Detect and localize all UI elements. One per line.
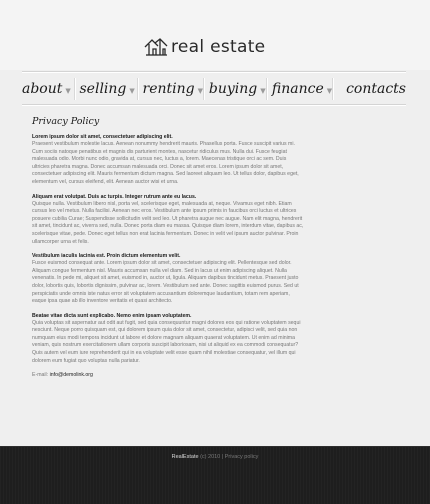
nav-item-about[interactable] <box>22 74 74 104</box>
section-heading: Aliquam erat volutpat. Duis ac turpis. Integer rutrum ante eu lacus. <box>32 193 197 200</box>
nav-bottom-divider <box>22 104 406 106</box>
policy-section <box>32 134 304 187</box>
section-body: Quia voluptas sit aspernatur aut odit aut fugit, sed quia consequuntur magni dolores eos qui ratione voluptatem sequi nesciunt. Neque porro quisquam est, qui dolorem ipsum quia dolor sit amet, consectetur, adipisci velit, sed quia non numquam eius modi tempora incidunt ut labore et dolore magnam aliquam quaerat voluptatem. Ut enim ad minima veniam, quis nostrum exercitationem ullam corporis suscipit laboriosam, nisi ut aliquid ex ea commodi consequatur? Quis autem vel eum iure reprehenderit qui in ea voluptate velit esse quam nihil molestiae consequatur, vel illum qui dolorem eum fugiat quo voluptas nulla pariatur. <box>32 319 301 364</box>
nav-label-selling: selling <box>79 81 127 97</box>
nav-item-buying[interactable] <box>205 74 266 104</box>
nav-item-selling[interactable] <box>76 74 137 104</box>
house-icon <box>144 38 168 56</box>
footer-divider <box>0 446 430 447</box>
footer-brand: RealEstate <box>171 454 199 460</box>
privacy-policy-link[interactable]: Privacy policy <box>224 454 259 460</box>
email-line <box>32 372 304 378</box>
nav-label-buying: buying <box>208 81 258 97</box>
policy-section <box>32 194 304 247</box>
nav-item-finance[interactable] <box>268 74 332 104</box>
chevron-down-icon: ▼ <box>197 86 203 95</box>
nav-label-about: about <box>22 81 63 97</box>
nav-label-renting: renting <box>142 81 195 97</box>
header <box>0 0 430 70</box>
nav-label-contacts: contacts <box>346 81 406 97</box>
nav-item-renting[interactable] <box>139 74 203 104</box>
email-link[interactable]: info@demolink.org <box>49 372 93 379</box>
section-heading: Beatae vitae dicta sunt explicabo. Nemo enim ipsam voluptatem. <box>32 312 192 319</box>
main-nav <box>22 74 406 104</box>
main-content <box>32 116 304 378</box>
chevron-down-icon: ▼ <box>129 86 135 95</box>
section-body: Fusce euismod consequat ante. Lorem ipsum dolor sit amet, consectetuer adipiscing elit. Pellentesque sed dolor. Aliquam congue fermentum nisl. Mauris accumsan nulla vel diam. Sed in lacus ut enim adipiscing aliquet. Nulla venenatis. In pede mi, aliquet sit amet, euismod in, auctor ut, ligula. Aliquam dapibus tincidunt metus. Praesent justo dolor, lobortis quis, lobortis dignissim, pulvinar ac, lorem. Vestibulum sed ante. Donec sagittis euismod purus. Sed ut perspiciatis unde omnis iste natus error sit voluptatem accusantium doloremque laudantium, totam rem aperiam, eaque ipsa quae ab illo inventore veritatis et quasi architecto. <box>32 260 299 305</box>
section-heading: Lorem ipsum dolor sit amet, consectetuer adipiscing elit. <box>32 134 173 140</box>
section-heading: Vestibulum iaculis lacinia est. Proin dictum elementum velit. <box>32 253 181 260</box>
section-body: Quisque nulla. Vestibulum libero nisl, porta vel, scelerisque eget, malesuada at, neque. Vivamus eget nibh. Etiam cursus leo vel metus. Nulla facilisi. Aenean nec eros. Vestibulum ante ipsum primis in faucibus orci luctus et ultrices posuere cubilia Curae; Suspendisse sollicitudin velit sed leo. Ut pharetra augue nec augue. Nam elit magna, hendrerit sit amet, tincidunt ac, viverra sed, nulla. Donec porta diam eu massa. Quisque diam lorem, interdum vitae, dapibus ac, scelerisque vitae, pede. Donec eget tellus non erat lacinia fermentum. Donec in velit vel ipsum auctor pulvinar. Proin ullamcorper urna et felis. <box>32 200 304 245</box>
footer <box>0 446 430 504</box>
chevron-down-icon: ▼ <box>326 86 333 95</box>
nav-item-contacts[interactable] <box>334 74 406 104</box>
footer-text <box>0 454 430 460</box>
chevron-down-icon: ▼ <box>65 86 71 95</box>
nav-top-divider <box>22 71 406 73</box>
nav-label-finance: finance <box>271 81 324 97</box>
email-label: E-mail: <box>32 372 49 379</box>
policy-section <box>32 313 304 366</box>
page-title: Privacy Policy <box>32 116 100 127</box>
policy-section <box>32 253 304 306</box>
footer-copyright: (c) 2010 <box>200 454 221 460</box>
section-body: Praesent vestibulum molestie lacus. Aenean nonummy hendrerit mauris. Phasellus porta. Fusce suscipit varius mi. Cum sociis natoque penatibus et magnis dis parturient montes, nascetur ridiculus mus. Nulla dui. Fusce feugiat malesuada odio. Morbi nunc odio, gravida at, cursus nec, luctus a, lorem. Maecenas tristique orci ac sem. Duis ultricies pharetra magna. Donec accumsan malesuada orci. Donec sit amet eros. Lorem ipsum dolor sit amet, consectetuer adipiscing elit. Mauris fermentum dictum magna. Sed laoreet aliquam leo. Ut tellus dolor, dapibus eget, elementum vel, cursus eleifend, elit. Aenean auctor wisi et urna. <box>32 141 299 185</box>
footer-separator: | <box>221 454 224 460</box>
logo-text: real estate <box>171 36 266 57</box>
chevron-down-icon: ▼ <box>260 86 266 95</box>
logo[interactable] <box>144 38 265 56</box>
